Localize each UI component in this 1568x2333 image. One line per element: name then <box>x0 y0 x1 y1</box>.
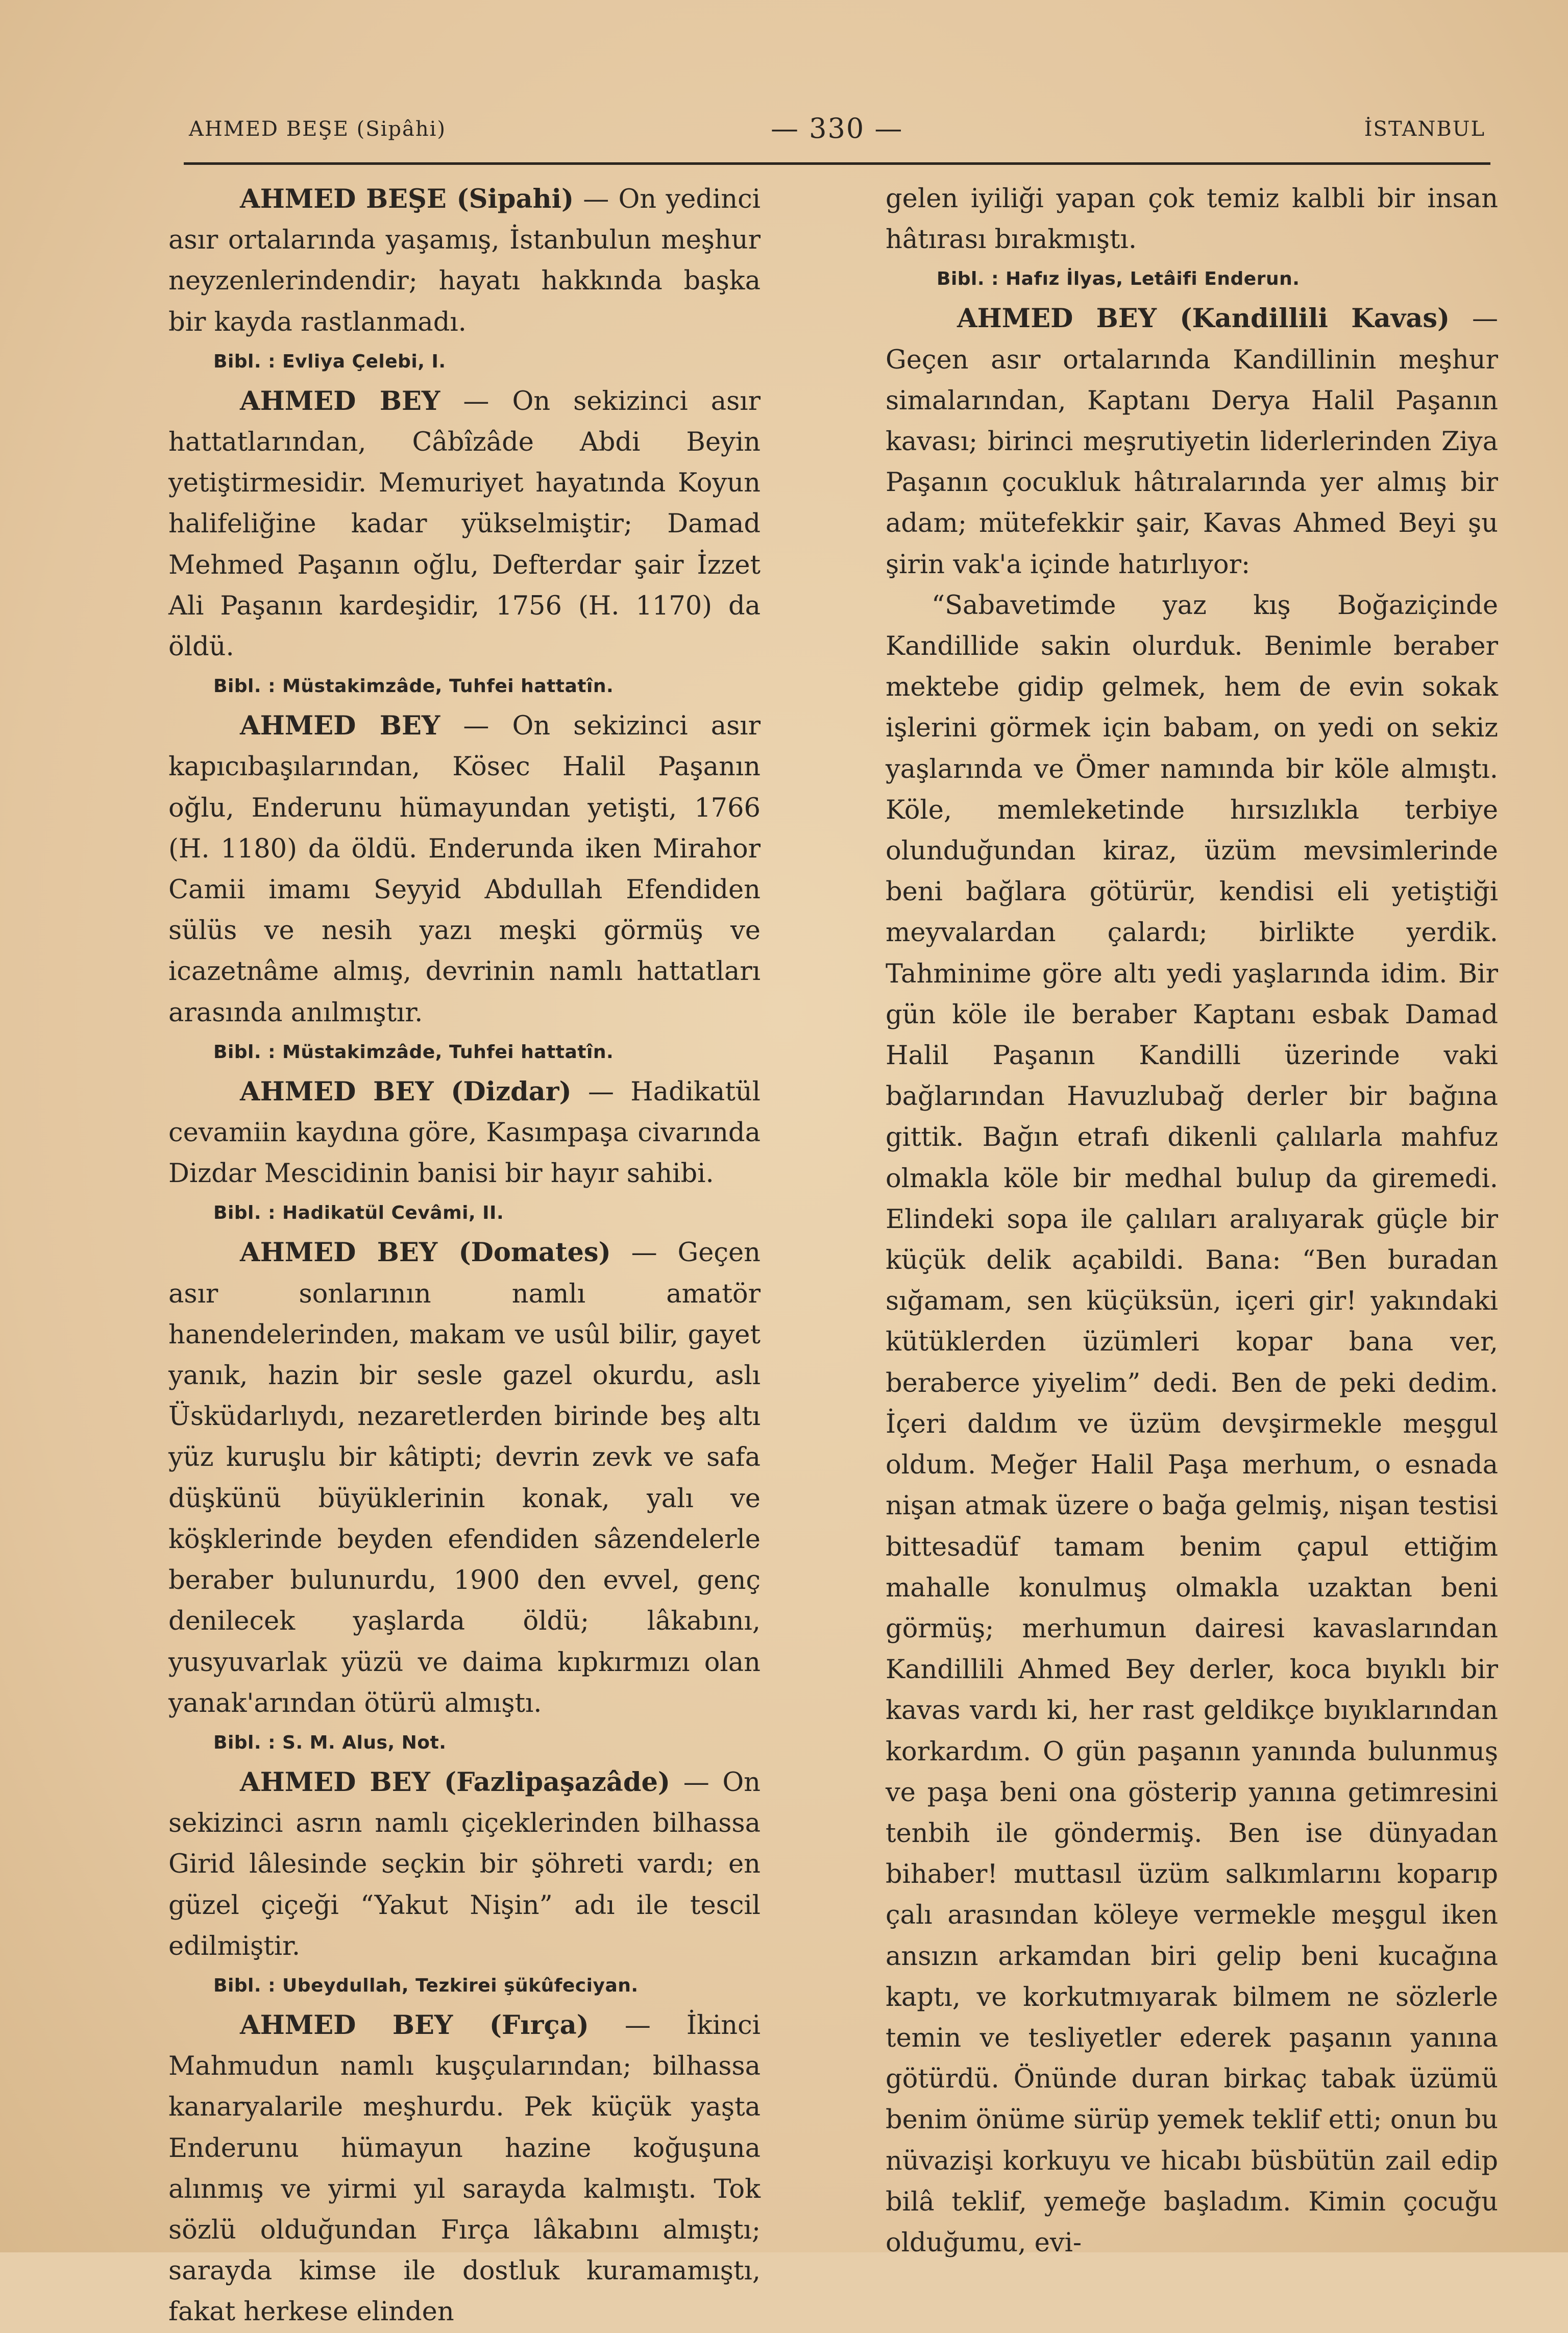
entry-text: — On sekizinci asrın namlı çiçeklerinden bilhassa Girid lâlesinde seçkin bir şöhreti vardı; en güzel çiçeği “Yakut Nişin” adı ile tescil edilmiştir. <box>168 1767 761 1961</box>
running-header <box>189 112 1485 153</box>
entry-text: — On yedinci asır ortalarında yaşamış, İstanbulun meşhur neyzenlerindendir; hayatı hakkında başka bir kayda rastlanmadı. <box>168 184 761 337</box>
entry-head: AHMED BEY <box>240 385 440 416</box>
header-rule <box>184 162 1490 165</box>
entry-text: — On sekizinci asır kapıcıbaşılarından, Kösec Halil Paşanın oğlu, Enderunu hümayundan yetişti, 1766 (H. 1180) da öldü. Enderunda iken Mirahor Camii imamı Seyyid Abdullah Efendiden sülüs ve nesih yazı meşki görmüş ve icazetnâme almış, devrinin namlı hattatları arasında anılmıştır. <box>168 711 761 1028</box>
entry-head: AHMED BEY (Fazlipaşazâde) <box>240 1766 671 1798</box>
left-column <box>168 179 761 2333</box>
entry-text: — Geçen asır sonlarının namlı amatör hanendelerinden, makam ve usûl bilir, gayet yanık, hazin bir sesle gazel okurdu, aslı Üsküdarlıydı, nezaretlerden birinde beş altı yüz kuruşlu bir kâtipti; devrin zevk ve safa düşkünü büyüklerinin konak, yalı ve köşklerinde beyden efendiden sâzendelerle beraber bulunurdu, 1900 den evvel, genç denilecek yaşlarda öldü; lâkabını, yusyuvarlak yüzü ve daima kıpkırmızı olan yanak'arından ötürü almıştı. <box>168 1238 761 1718</box>
entry <box>168 381 761 668</box>
page-number: — 330 — <box>771 112 903 144</box>
entry <box>168 1071 761 1195</box>
entry-head: AHMED BEY (Dizdar) <box>240 1076 572 1107</box>
entry-head: AHMED BEY (Domates) <box>240 1237 611 1268</box>
bibliography: Bibl. : Ubeydullah, Tezkirei şükûfeciyan. <box>213 1975 639 1996</box>
entry <box>168 1762 761 1967</box>
entry-continuation: gelen iyiliği yapan çok temiz kalbli bir insan hâtırası bırakmıştı. <box>886 184 1498 255</box>
bibliography: Bibl. : Müstakimzâde, Tuhfei hattatîn. <box>213 1041 614 1063</box>
entry <box>168 179 761 343</box>
entry-head: AHMED BEY (Fırça) <box>240 2009 589 2041</box>
entry <box>886 298 1498 585</box>
header-entry-range: AHMED BEŞE (Sipâhi) <box>189 117 447 141</box>
right-column <box>886 179 1498 2264</box>
bibliography: Bibl. : S. M. Alus, Not. <box>213 1732 447 1753</box>
entry-text: — Hadikatül cevamiin kaydına göre, Kasımpaşa civarında Dizdar Mescidinin banisi bir hayır sahibi. <box>168 1076 761 1189</box>
entry-head: AHMED BEY <box>240 710 440 742</box>
bibliography: Bibl. : Evliya Çelebi, I. <box>213 351 446 372</box>
bibliography: Bibl. : Hadikatül Cevâmi, II. <box>213 1202 504 1224</box>
bibliography: Bibl. : Müstakimzâde, Tuhfei hattatîn. <box>213 676 614 697</box>
entry-text: — İkinci Mahmudun namlı kuşçularından; bilhassa kanaryalarile meşhurdu. Pek küçük yaşta Enderunu hümayun hazine koğuşuna alınmış ve yirmi yıl sarayda kalmıştı. Tok sözlü olduğundan Fırça lâkabını almıştı; sarayda kimse ile dostluk kuramamıştı, fakat herkese elinden <box>168 2010 761 2327</box>
bibliography: Bibl. : Hafız İlyas, Letâifi Enderun. <box>937 268 1300 290</box>
entry-text: — Geçen asır ortalarında Kandillinin meşhur simalarından, Kaptanı Derya Halil Paşanın kavası; birinci meşrutiyetin liderlerinden Ziya Paşanın çocukluk hâtıralarında yer almış bir adam; mütefekkir şair, Kavas Ahmed Beyi şu şirin vak'a içinde hatırlıyor: <box>886 304 1498 580</box>
entry-head: AHMED BEY (Kandillili Kavas) <box>957 303 1450 334</box>
entry-head: AHMED BEŞE (Sipahi) <box>240 184 574 214</box>
entry-text: — On sekizinci asır hattatlarından, Câbîzâde Abdi Beyin yetiştirmesidir. Memuriyet hayatında Koyun halifeliğine kadar yükselmiştir; Damad Mehmed Paşanın oğlu, Defterdar şair İzzet Ali Paşanın kardeşidir, 1756 (H. 1170) da öldü. <box>168 386 761 662</box>
entry <box>168 705 761 1034</box>
entry <box>168 1232 761 1724</box>
quoted-memoir: “Sabavetimde yaz kış Boğaziçinde Kandillide sakin olurduk. Benimle beraber mektebe gidip gelmek, hem de evin sokak işlerini görmek için babam, on yedi on sekiz yaşlarında ve Ömer namında bir köle almıştı. Köle, memleketinde hırsızlıkla terbiye olunduğundan kiraz, üzüm mevsimlerinde beni bağlara götürür, kendisi eli yetiştiği meyvalardan çalardı; birlikte yerdik. Tahminime göre altı yedi yaşlarında idim. Bir gün köle ile beraber Kaptanı esbak Damad Halil Paşanın Kandilli üzerinde vaki bağlarından Havuzlubağ derler bir bağına gittik. Bağın etrafı dikenli çalılarla mahfuz olmakla köle bir medhal bulup da giremedi. Elindeki sopa ile çalıları aralıyarak güçle bir küçük delik açabildi. Bana: “Ben buradan sığamam, sen küçüksün, içeri gir! yakındaki kütüklerden üzümleri kopar bana ver, beraberce yiyelim” dedi. Ben de peki dedim. İçeri daldım ve üzüm devşirmekle meşgul oldum. Meğer Halil Paşa merhum, o esnada nişan atmak üzere o bağa gelmiş, nişan testisi bittesadüf tamam benim çapul ettiğim mahalle konulmuş olmakla uzaktan beni görmüş; merhumun dairesi kavaslarından Kandillili Ahmed Bey derler, koca bıyıklı bir kavas vardı ki, her rast geldikçe bıyıklarından korkardım. O gün paşanın yanında bulunmuş ve paşa beni ona gösterip yanına getimresini tenbih ile göndermiş. Ben ise dünyadan bihaber! muttasıl üzüm salkımlarını koparıp çalı arasından köleye vermekle meşgul iken ansızın arkamdan biri gelip beni kucağına kaptı, ve korkutmıyarak bilmem ne sözlerle temin ve tesliyetler ederek paşanın yanına götürdü. Önünde duran birkaç tabak üzümü benim önüme sürüp yemek teklif etti; onun bu nüvazişi korkuyu ve hicabı büsbütün zail edip bilâ teklif, yemeğe başladım. Kimin çocuğu olduğumu, evi- <box>886 590 1498 2258</box>
header-volume-title: İSTANBUL <box>1364 117 1485 141</box>
entry <box>168 2005 761 2333</box>
